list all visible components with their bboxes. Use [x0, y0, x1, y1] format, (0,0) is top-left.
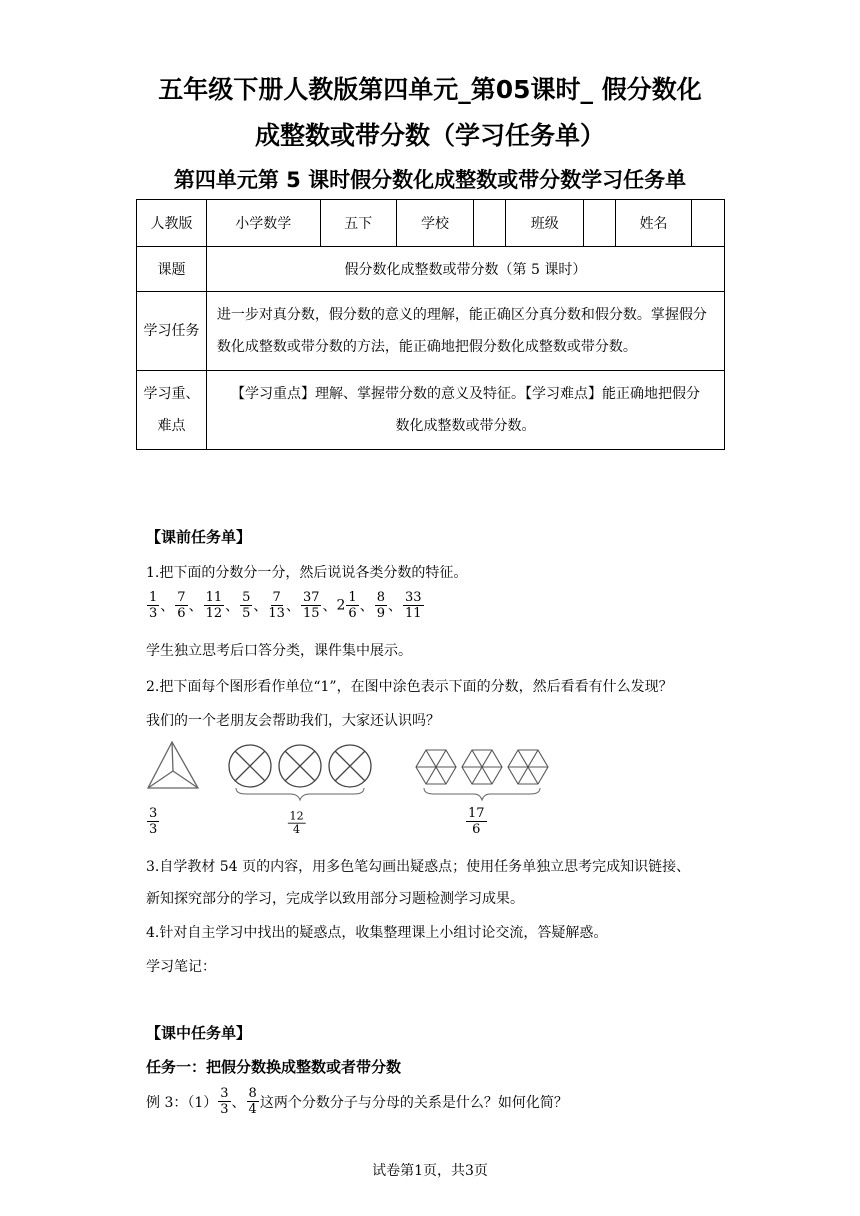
fraction-separator: 、 [253, 598, 268, 615]
denominator: 11 [404, 606, 422, 621]
topic-value: 假分数化成整数或带分数（第 5 课时） [206, 247, 724, 292]
school-value-cell[interactable] [474, 200, 506, 247]
task-value: 进一步对真分数，假分数的意义的理解，能正确区分真分数和假分数。掌握假分数化成整数或带分数的方法，能正确地把假分数化成整数或带分数。 [206, 292, 724, 371]
shape-fraction-triangle [146, 806, 160, 837]
denominator: 4 [293, 823, 301, 837]
class-label-cell: 班级 [506, 200, 584, 247]
example-fraction-2 [247, 1086, 259, 1117]
fraction [375, 590, 387, 621]
fraction [268, 590, 285, 621]
fraction-item [146, 590, 160, 621]
publisher-cell: 人教版 [137, 200, 207, 247]
document-title-line1: 五年级下册人教版第四单元_第05课时_ 假分数化 [158, 75, 702, 104]
shape-fraction-circles [287, 810, 306, 836]
numerator: 7 [272, 590, 281, 605]
numerator: 37 [302, 590, 320, 605]
whole-part: 2 [336, 597, 346, 614]
fraction [240, 590, 252, 621]
question-3-line1: 3.自学教材 54 页的内容，用多色笔勾画出疑惑点；使用任务单独立思考完成知识链接、 [146, 859, 691, 875]
denominator: 6 [472, 822, 481, 837]
document-title-line2: 成整数或带分数（学习任务单） [254, 121, 605, 150]
name-label-cell: 姓名 [616, 200, 692, 247]
fraction-item [203, 590, 226, 621]
shape-fraction-hexagons [465, 806, 488, 837]
name-value-cell[interactable] [692, 200, 725, 247]
circle-group-brace [236, 788, 364, 800]
unit-shapes-figure [140, 736, 580, 846]
fraction [346, 590, 358, 621]
fraction-list [146, 590, 425, 621]
key-points-line2: 数化成整数或带分数。 [395, 418, 536, 434]
document-subtitle: 第四单元第 5 课时假分数化成整数或带分数学习任务单 [173, 168, 687, 192]
question-1: 1.把下面的分数分一分，然后说说各类分数的特征。 [146, 565, 468, 581]
example-fraction-1 [218, 1086, 230, 1117]
circle-shapes [229, 745, 371, 787]
school-label-cell: 学校 [396, 200, 474, 247]
fraction-item [300, 590, 323, 621]
topic-label: 课题 [137, 247, 207, 292]
question-4: 4.针对自主学习中找出的疑惑点，收集整理课上小组讨论交流，答疑解惑。 [146, 925, 608, 941]
info-table [136, 199, 725, 450]
fraction-separator: 、 [225, 598, 240, 615]
task-1-heading: 任务一：把假分数换成整数或者带分数 [146, 1058, 402, 1076]
in-class-heading: 【课中任务单】 [146, 1024, 252, 1042]
fraction-separator: 、 [188, 598, 203, 615]
example-3 [146, 1086, 568, 1117]
numerator: 3 [149, 806, 158, 821]
question-2-line2: 我们的一个老朋友会帮助我们，大家还认识吗？ [146, 713, 440, 729]
denominator: 3 [149, 606, 158, 621]
numerator: 11 [205, 590, 223, 605]
fraction [403, 590, 424, 621]
fraction-separator: 、 [285, 598, 300, 615]
denominator: 13 [268, 606, 285, 621]
info-header-row [137, 200, 725, 247]
denominator: 5 [242, 606, 251, 621]
numerator: 12 [289, 810, 304, 823]
denominator: 4 [248, 1102, 257, 1117]
fraction [301, 590, 322, 621]
example-question: 这两个分数分子与分母的关系是什么？如何化简？ [259, 1094, 568, 1111]
task-label: 学习任务 [137, 292, 207, 371]
class-value-cell[interactable] [584, 200, 616, 247]
key-points-value [206, 371, 724, 450]
numerator: 5 [242, 590, 251, 605]
fraction-separator: 、 [322, 598, 337, 615]
pre-class-heading: 【课前任务单】 [146, 528, 252, 546]
key-points-label: 学习重、难点 [137, 371, 207, 450]
task-row [137, 292, 725, 371]
numerator: 3 [220, 1086, 229, 1101]
fraction-item [374, 590, 388, 621]
denominator: 12 [205, 606, 223, 621]
numerator: 8 [248, 1086, 257, 1101]
denominator: 3 [220, 1102, 229, 1117]
fraction-item [174, 590, 188, 621]
fraction-item [267, 590, 286, 621]
grade-cell: 五下 [320, 200, 396, 247]
numerator: 33 [404, 590, 422, 605]
numerator: 7 [177, 590, 186, 605]
study-notes-label: 学习笔记： [146, 959, 216, 975]
numerator: 1 [149, 590, 158, 605]
numerator: 1 [348, 590, 357, 605]
denominator: 3 [149, 822, 158, 837]
triangle-shape [148, 742, 198, 788]
fraction-item [402, 590, 425, 621]
topic-row [137, 247, 725, 292]
fraction-separator: 、 [359, 598, 374, 615]
page-footer: 试卷第1页，共3页 [372, 1163, 488, 1179]
question-1-note: 学生独立思考后口答分类，课件集中展示。 [146, 643, 412, 659]
question-3-line2: 新知探究部分的学习，完成学以致用部分习题检测学习成果。 [146, 891, 524, 907]
subject-cell: 小学数学 [206, 200, 320, 247]
example-prefix: 例 3：（1） [146, 1094, 218, 1111]
denominator: 9 [376, 606, 385, 621]
hexagon-group-brace [424, 788, 540, 800]
fraction [204, 590, 225, 621]
fraction-item [239, 590, 253, 621]
numerator: 8 [376, 590, 385, 605]
numerator: 17 [468, 806, 485, 821]
key-points-row [137, 371, 725, 450]
fraction [175, 590, 187, 621]
example-separator: 、 [231, 1094, 246, 1111]
denominator: 6 [348, 606, 357, 621]
fraction-separator: 、 [160, 598, 175, 615]
hexagon-shapes [416, 750, 548, 784]
fraction-item [336, 590, 359, 621]
denominator: 6 [177, 606, 186, 621]
fraction-separator: 、 [387, 598, 402, 615]
fraction [147, 590, 159, 621]
key-points-line1: 【学习重点】理解、掌握带分数的意义及特征。【学习难点】能正确地把假分 [230, 386, 700, 402]
question-2: 2.把下面每个图形看作单位“1”，在图中涂色表示下面的分数，然后看看有什么发现？ [146, 679, 673, 695]
denominator: 15 [302, 606, 320, 621]
